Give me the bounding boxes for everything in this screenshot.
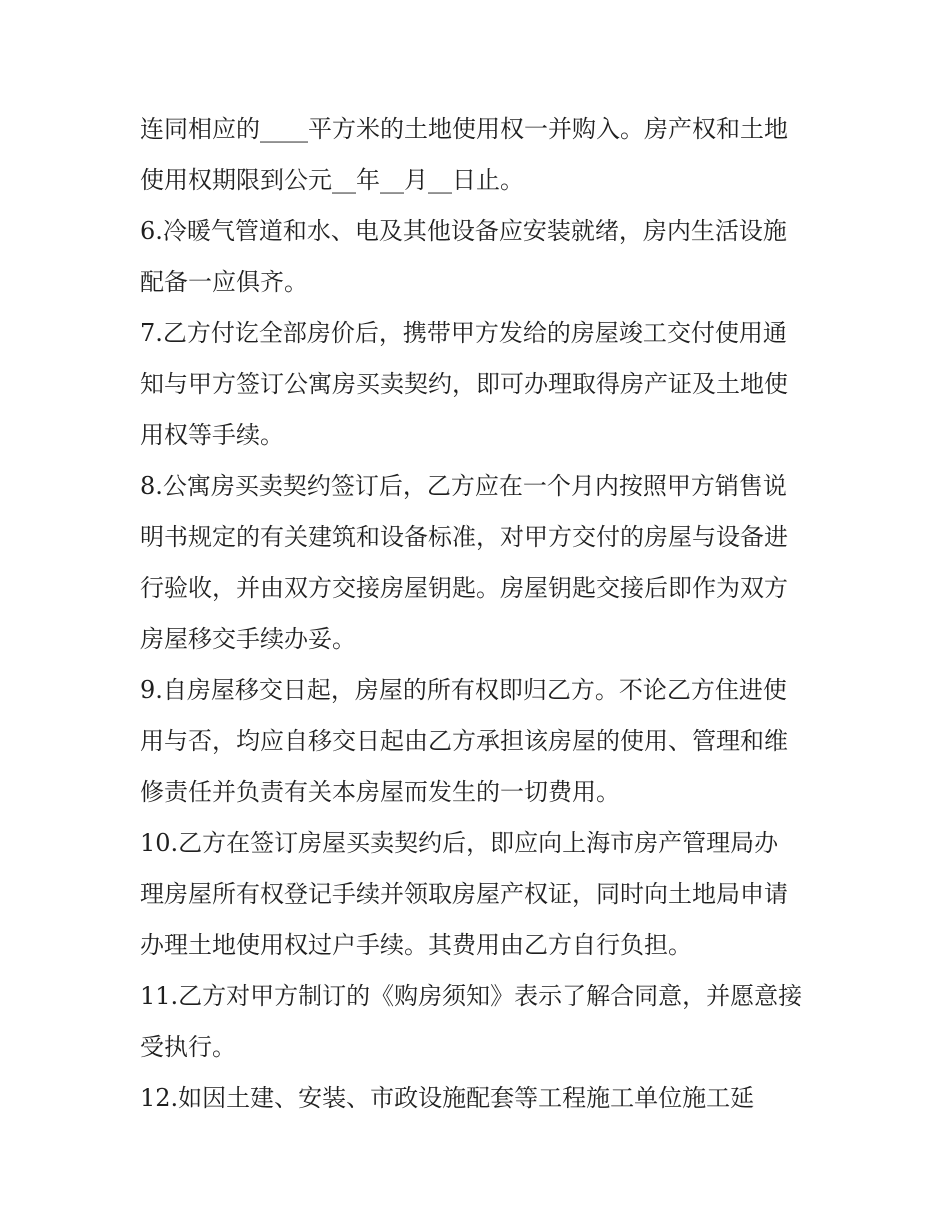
text-line: 8.公寓房买卖契约签订后，乙方应在一个月内按照甲方销售说 (140, 472, 787, 500)
text-line: 用与否，均应自移交日起由乙方承担该房屋的使用、管理和维 (140, 727, 788, 755)
text-line: 知与甲方签订公寓房买卖契约，即可办理取得房产证及土地使 (140, 370, 788, 398)
text-line: 修责任并负责有关本房屋而发生的一切费用。 (140, 778, 620, 806)
text-line: 9.自房屋移交日起，房屋的所有权即归乙方。不论乙方住进使 (140, 676, 787, 704)
text-line: 理房屋所有权登记手续并领取房屋产权证，同时向土地局申请 (140, 880, 788, 908)
text-line: 12.如因土建、安装、市政设施配套等工程施工单位施工延 (140, 1084, 755, 1112)
text-line: 11.乙方对甲方制订的《购房须知》表示了解合同意，并愿意接 (140, 982, 803, 1010)
document-body (140, 104, 820, 1124)
text-line: 10.乙方在签订房屋买卖契约后，即应向上海市房产管理局办 (140, 829, 779, 857)
text-line: 用权等手续。 (140, 421, 284, 449)
text-line: 配备一应俱齐。 (140, 268, 308, 296)
text-line: 7.乙方付讫全部房价后，携带甲方发给的房屋竣工交付使用通 (140, 319, 787, 347)
text-line: 使用权期限到公元__年__月__日止。 (140, 166, 524, 194)
text-line: 6.冷暖气管道和水、电及其他设备应安装就绪，房内生活设施 (140, 217, 787, 245)
text-line: 办理土地使用权过户手续。其费用由乙方自行负担。 (140, 931, 692, 959)
text-line: 连同相应的____平方米的土地使用权一并购入。房产权和土地 (140, 115, 788, 143)
text-line: 行验收，并由双方交接房屋钥匙。房屋钥匙交接后即作为双方 (140, 574, 788, 602)
text-line: 房屋移交手续办妥。 (140, 625, 356, 653)
text-line: 明书规定的有关建筑和设备标准，对甲方交付的房屋与设备进 (140, 523, 788, 551)
text-line: 受执行。 (140, 1033, 236, 1061)
